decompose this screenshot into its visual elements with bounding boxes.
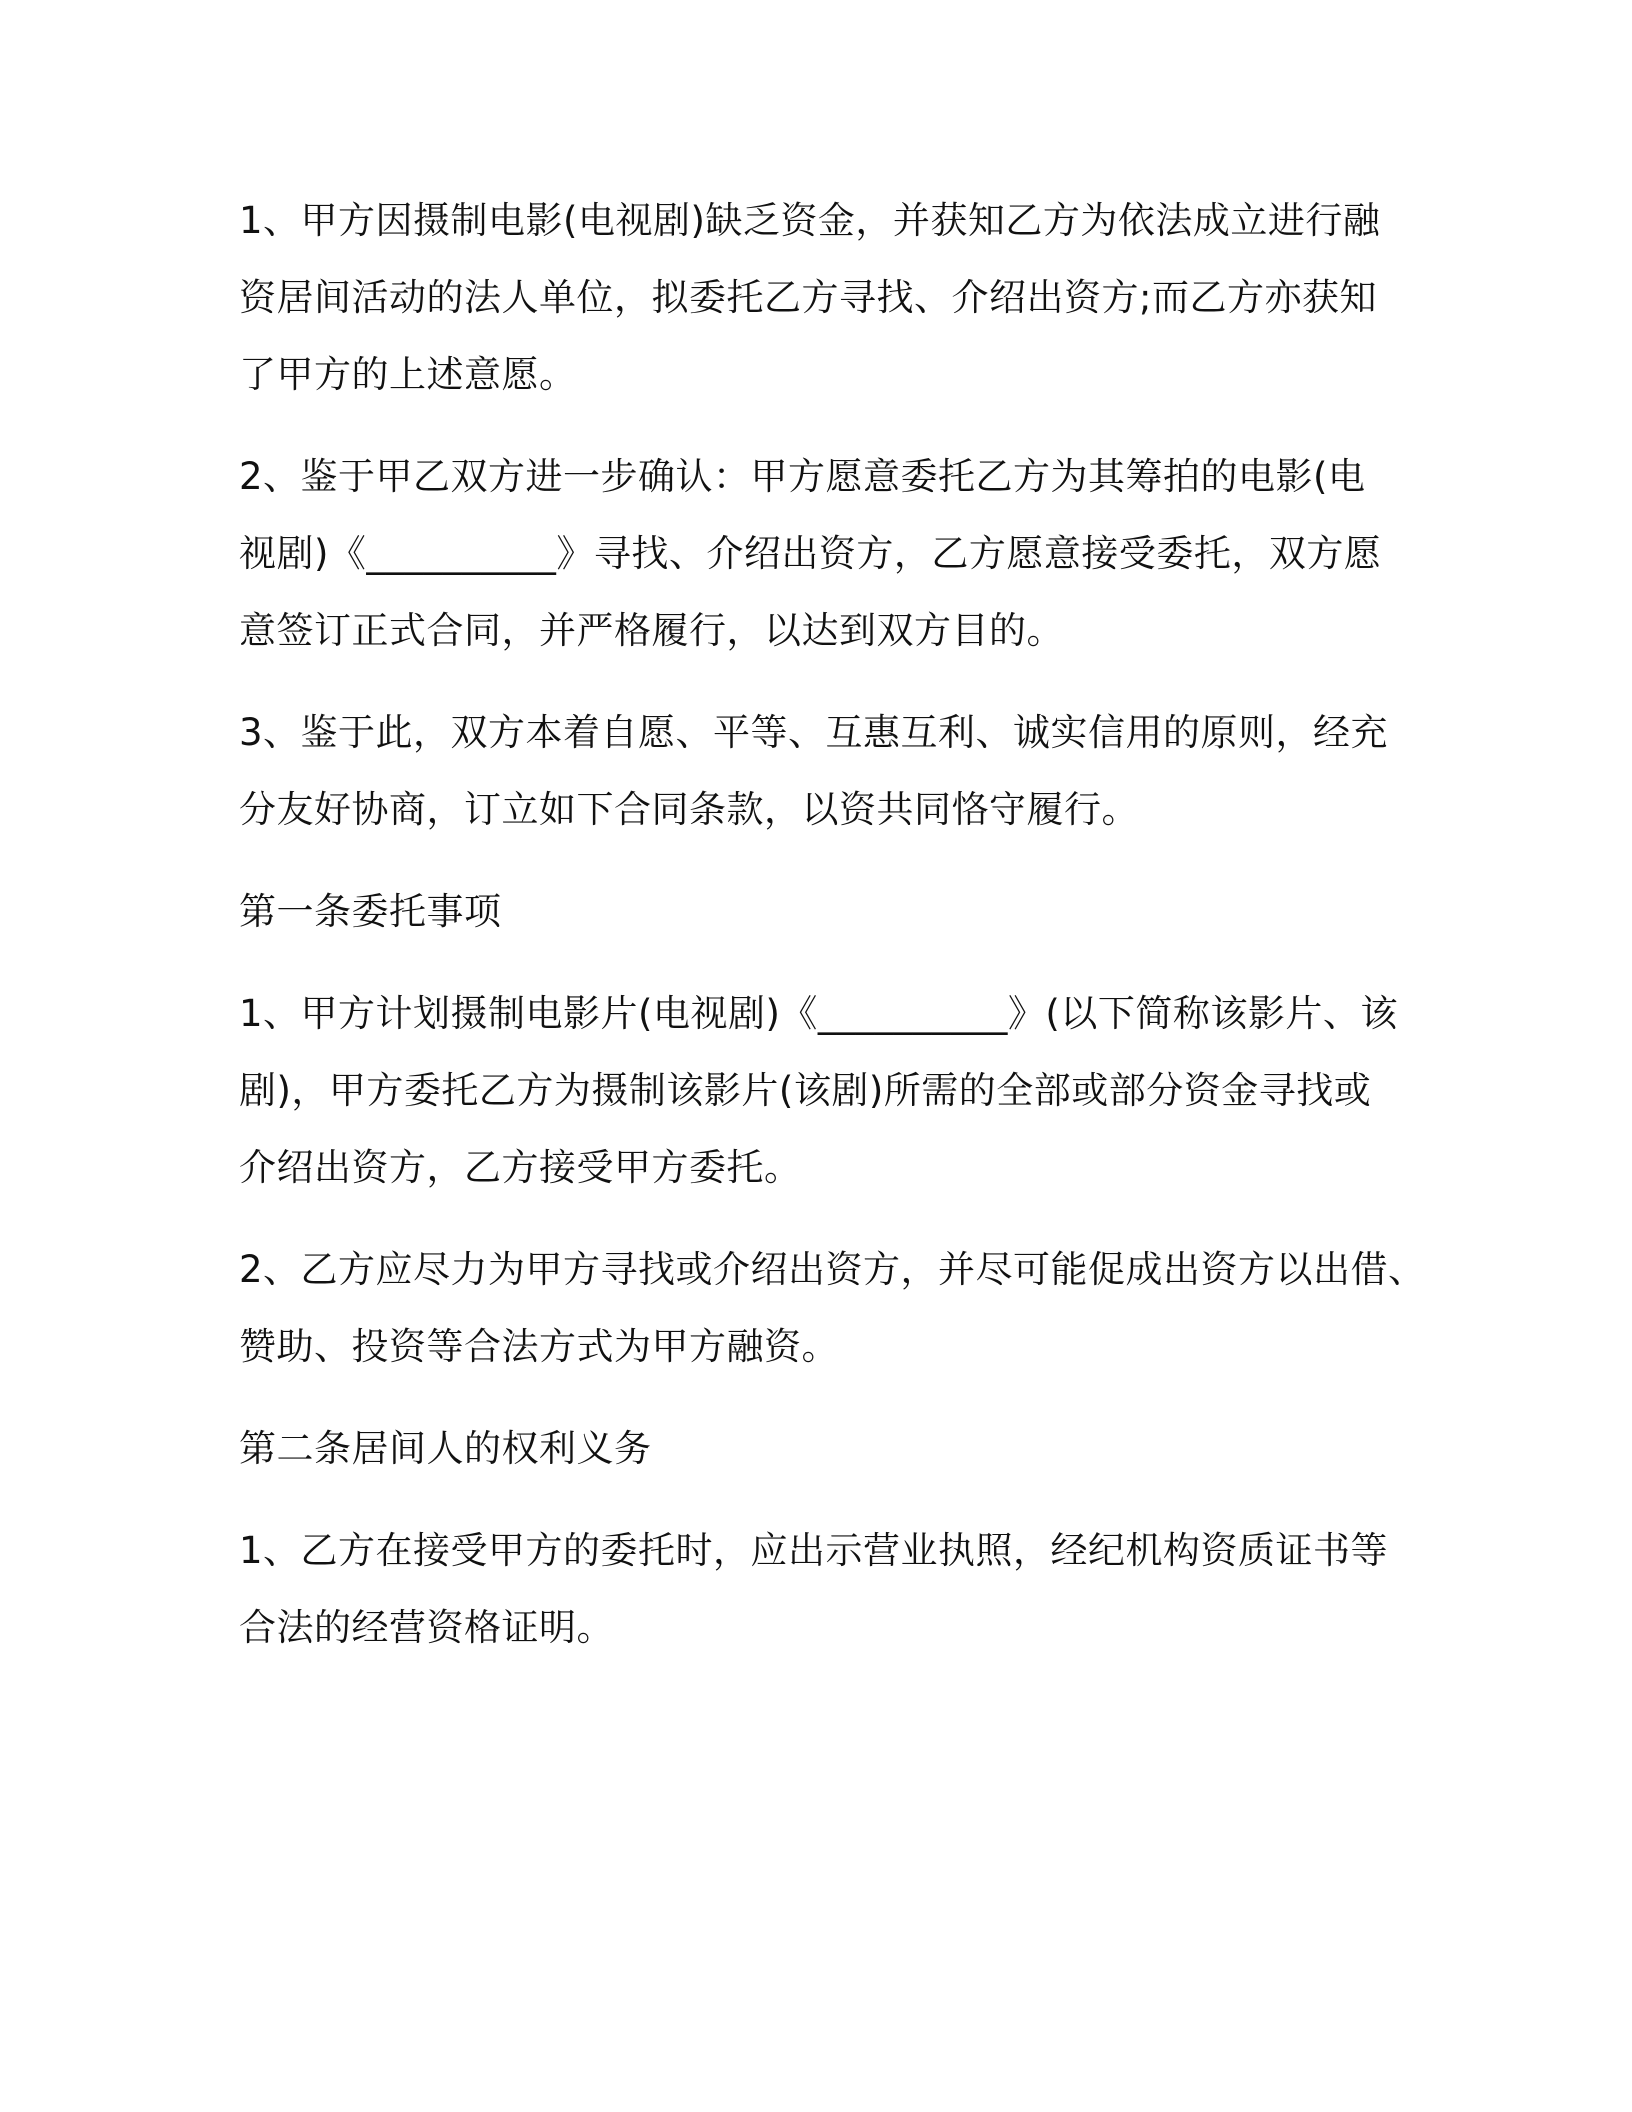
text-line: 2、鉴于甲乙双方进一步确认：甲方愿意委托乙方为其筹拍的电影(电: [239, 455, 1366, 498]
paragraph-5: [239, 1231, 1426, 1385]
text-line: 合法的经营资格证明。: [239, 1606, 614, 1649]
text-line: 视剧)《__________》寻找、介绍出资方，乙方愿意接受委托，双方愿: [239, 532, 1382, 575]
paragraph-1: [239, 182, 1399, 413]
text-line: 了甲方的上述意愿。: [239, 353, 577, 396]
paragraph-6: [239, 1512, 1399, 1666]
text-line: 介绍出资方，乙方接受甲方委托。: [239, 1146, 802, 1189]
text-line: 资居间活动的法人单位，拟委托乙方寻找、介绍出资方;而乙方亦获知: [239, 276, 1377, 319]
section-heading-1: [239, 873, 1399, 950]
text-line: 3、鉴于此，双方本着自愿、平等、互惠互利、诚实信用的原则，经充: [239, 711, 1389, 754]
heading-text: 第一条委托事项: [239, 890, 502, 933]
text-line: 剧)，甲方委托乙方为摄制该影片(该剧)所需的全部或部分资金寻找或: [239, 1069, 1372, 1112]
section-heading-2: [239, 1410, 1399, 1487]
heading-text: 第二条居间人的权利义务: [239, 1427, 652, 1470]
text-line: 1、甲方计划摄制电影片(电视剧)《__________》(以下简称该影片、该: [239, 992, 1398, 1035]
document-body: [239, 182, 1426, 1691]
text-line: 意签订正式合同，并严格履行，以达到双方目的。: [239, 609, 1064, 652]
text-line: 1、乙方在接受甲方的委托时，应出示营业执照，经纪机构资质证书等: [239, 1529, 1389, 1572]
paragraph-2: [239, 438, 1399, 669]
text-line: 分友好协商，订立如下合同条款，以资共同恪守履行。: [239, 788, 1139, 831]
text-line: 1、甲方因摄制电影(电视剧)缺乏资金，并获知乙方为依法成立进行融: [239, 199, 1381, 242]
text-line: 赞助、投资等合法方式为甲方融资。: [239, 1325, 839, 1368]
paragraph-4: [239, 975, 1399, 1206]
paragraph-3: [239, 694, 1399, 848]
text-line: 2、乙方应尽力为甲方寻找或介绍出资方，并尽可能促成出资方以出借、: [239, 1248, 1426, 1291]
